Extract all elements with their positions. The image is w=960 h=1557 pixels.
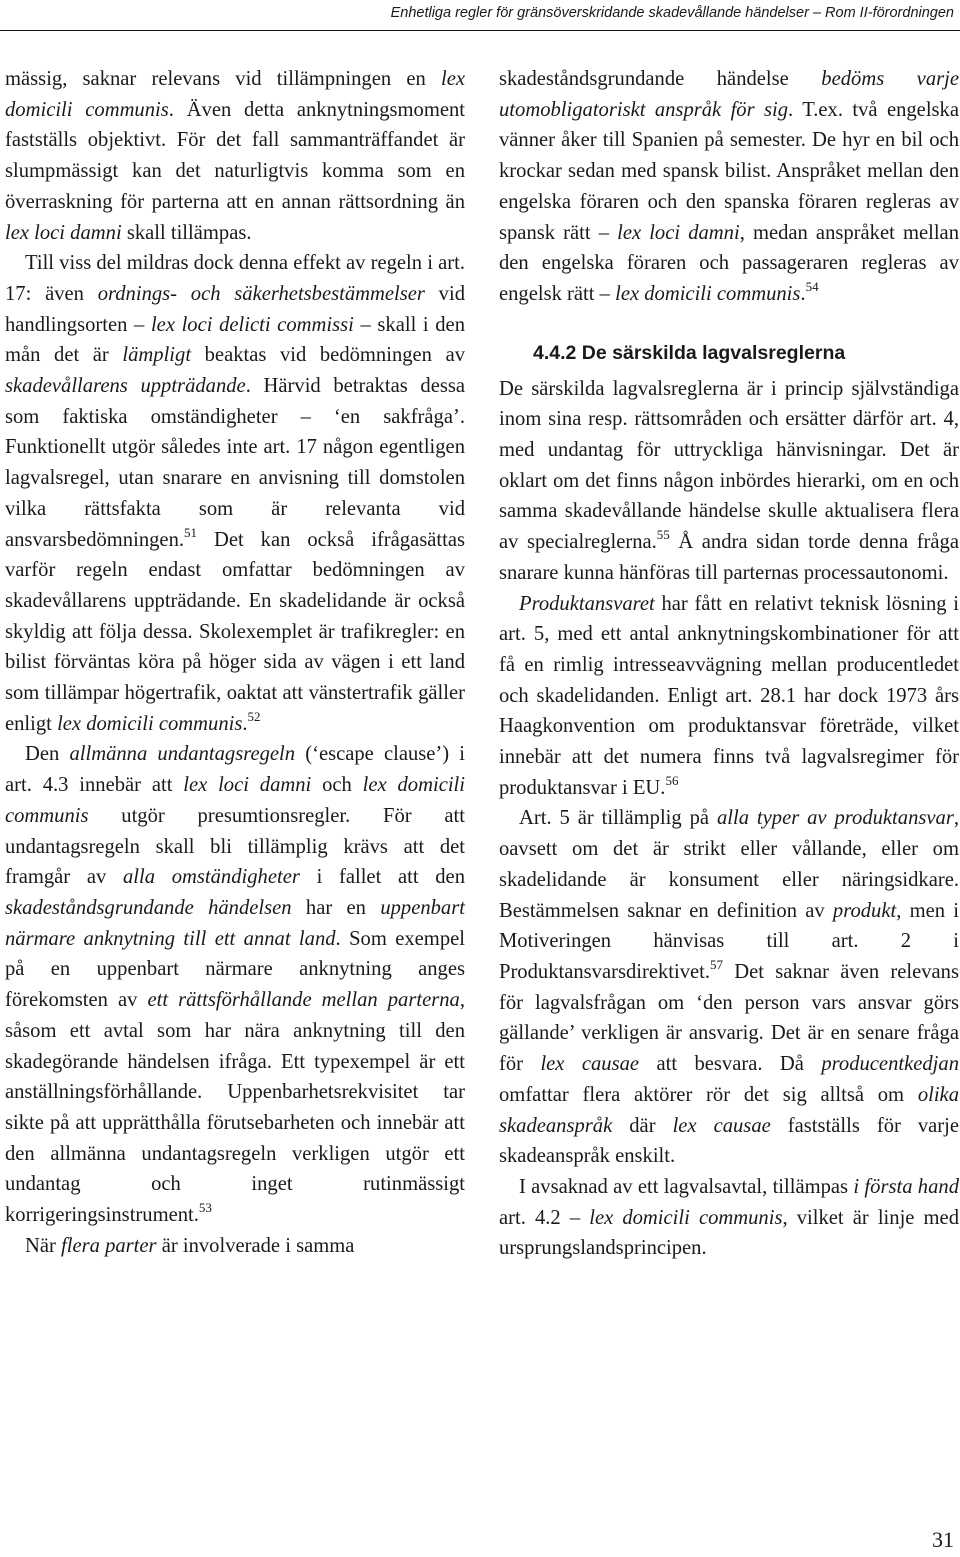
running-header: Enhetliga regler för gränsöverskridande skadevållande händelser – Rom II-förordningen [390,5,954,21]
paragraph: När flera parter är involverade i samma [25,1234,355,1257]
footnote-ref-52: 52 [247,708,261,724]
paragraph: mässig, saknar relevans vid tillämpningen en lex domicili communis. Även detta anknytningsmoment fastställs objektivt. För det fall sammanträffandet är slumpmässigt kan det naturligtvis komma som en överraskning för parterna att en annan rättsordning än lex loci damni skall tillämpas. [5,68,466,244]
section-heading [533,338,959,368]
right-column [499,64,959,1264]
page-number: 31 [932,1527,954,1552]
footnote-ref-56: 56 [665,772,679,788]
paragraph: De särskilda lagvalsreglerna är i princip självständiga inom sina resp. rättsområden och ersätter därför art. 4, med undantag för uttryckliga hänvisningar. Det är oklart om det finns någon inbördes hierarki, om en och samma skadevållande händelse skulle aktualisera flera av specialreglerna.$^{55}$ Å andra sidan torde denna fråga snarare kunna hänföras till parternas processautonomi. [499,377,959,584]
paragraph: Art. 5 är tillämplig på alla typer av produktansvar, oavsett om det är strikt eller vållande, eller om skadelidande är konsument eller näringsidkare. Bestämmelsen saknar en definition av produkt, men i Motiveringen hänvisas till art. 2 i Produktansvarsdirektivet.$^{57}$ Det saknar även relevans för lagvalsfrågan om ‘den person vars ansvar görs gällande’ verkligen är ansvarig. Det är en senare fråga för lex causae att besvara. Då producentkedjan omfattar flera aktörer rör det sig alltså om olika skadeanspråk där lex causae fastställs för varje skadeanspråk enskilt. [499,807,960,1168]
footnote-ref-55: 55 [656,527,670,543]
header-rule [0,30,960,31]
footnote-ref-53: 53 [198,1200,212,1216]
footnote-ref-57: 57 [710,956,724,972]
paragraph: skadeståndsgrundande händelse bedöms varje utomobligatoriskt anspråk för sig. T.ex. två engelska vänner åker till Spanien på semester. De hyr en bil och krockar sedan med spansk bilist. Anspråket mellan den engelska föraren och den spanska föraren regleras av spansk rätt – lex loci damni, medan anspråket mellan den engelska föraren och passageraren regleras av engelsk rätt – lex domicili communis.$^{54}$ [499,68,959,305]
footnote-ref-51: 51 [184,524,198,540]
paragraph: Till viss del mildras dock denna effekt av regeln i art. 17: även ordnings- och säkerhetsbestämmelser vid handlingsorten – lex loci delicti commissi – skall i den mån det är lämpligt beaktas vid bedömningen av skadevållarens uppträdande. Härvid betraktas dessa som faktiska omständigheter – ‘en sakfråga’. Funktionellt utgör således inte art. 17 någon egentligen lagvalsregel, utan snarare en anvisning till domstolen vilka rättsfakta som är relevanta vid ansvarsbedömningen.$^{51}$ Det kan också ifrågasättas varför regeln endast omfattar bedömningen av skadevållarens uppträdande. En skadelidande är också skyldig att följa dessa. Skolexemplet är trafikregler: en bilist förväntas köra på höger sida av vägen i ett land som tillämpar högertrafik, oaktat att vänstertrafik gäller enligt lex domicili communis.$^{52}$ [5,252,466,735]
left-column [5,64,465,1261]
section-title: De särskilda lagvalsreglerna [581,341,846,364]
footnote-ref-54: 54 [805,278,819,294]
paragraph: I avsaknad av ett lagvalsavtal, tillämpas i första hand art. 4.2 – lex domicili communis, vilket är linje med ursprungslandsprincipen. [499,1175,959,1260]
paragraph: Produktansvaret har fått en relativt teknisk lösning i art. 5, med ett antal anknytningskombinationer för att få en rimlig intresseavvägning mellan producentledet och skadelidanden. Enligt art. 28.1 har dock 1973 års Haagkonvention om produktansvar företräde, vilket innebär att det numera finns två lagvalsregimer för produktansvar i EU.$^{56}$ [499,592,959,799]
paragraph: Den allmänna undantagsregeln (‘escape clause’) i art. 4.3 innebär att lex loci damni och lex domicili communis utgör presumtionsregler. För att undantagsregeln skall bli tillämplig krävs att det framgår av alla omständigheter i fallet att den skadeståndsgrundande händelsen har en uppenbart närmare anknytning till ett annat land. Som exempel på en uppenbart närmare anknytning anges förekomsten av ett rättsförhållande mellan parterna, såsom ett avtal som har nära anknytning till den skadegörande händelsen ifråga. Ett typexempel är ett anställningsförhållande. Uppenbarhetsrekvisitet tar sikte på att upprätthålla förutsebarheten och innebär att den allmänna undantagsregeln verkligen utgör ett undantag och inget rutinmässigt korrigeringsinstrument.$^{53}$ [5,743,465,1227]
section-number: 4.4.2 [533,341,577,364]
